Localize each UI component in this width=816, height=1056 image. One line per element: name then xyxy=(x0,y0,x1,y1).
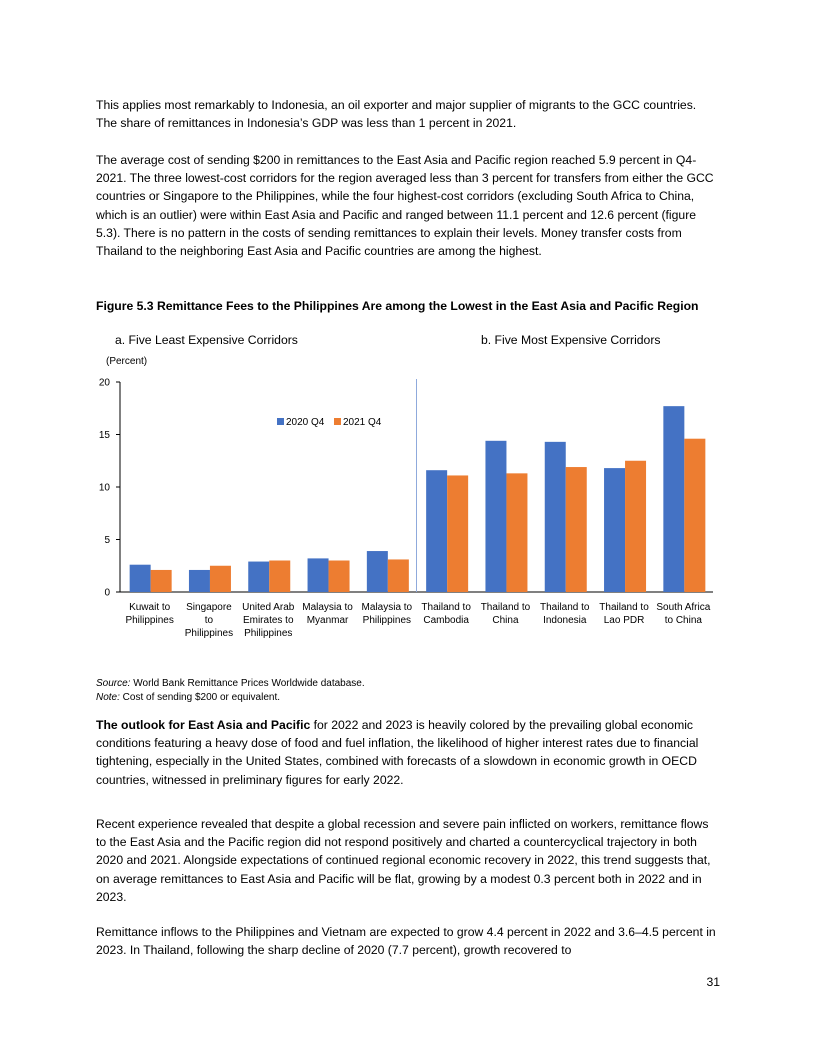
y-tick-label: 0 xyxy=(104,587,110,599)
note-line xyxy=(96,691,280,704)
bar-2020-q4 xyxy=(663,406,684,592)
bar-2021-q4 xyxy=(625,461,646,592)
bar-2021-q4 xyxy=(151,570,172,592)
category-label: Emirates to xyxy=(242,615,294,626)
source-line xyxy=(96,677,365,690)
category-label: Malaysia to xyxy=(361,602,413,613)
legend-swatch xyxy=(277,418,284,425)
y-tick-label: 15 xyxy=(98,430,110,441)
category-label: Singapore xyxy=(186,602,232,613)
category-label: to China xyxy=(664,615,702,626)
outlook-rest: for 2022 and 2023 is heavily colored by the prevailing global economic conditions featuring a heavy dose of food and fuel inflation, the likelihood of higher interest rates due to financial tightening, especially in the United States, combined with forecasts of a slowdown in economic growth in OECD countries, witnessed in preliminary figures for early 2022. xyxy=(96,718,699,787)
bar-2021-q4 xyxy=(684,439,705,592)
source-label: Source: xyxy=(96,678,131,689)
category-label: Lao PDR xyxy=(603,615,645,626)
y-axis-label: (Percent) xyxy=(106,356,148,367)
page-number: 31 xyxy=(706,975,720,989)
panel-b-label: b. Five Most Expensive Corridors xyxy=(481,333,661,347)
legend-label: 2021 Q4 xyxy=(343,417,382,428)
category-label: Philippines xyxy=(125,615,174,626)
bar-2021-q4 xyxy=(388,559,409,592)
paragraph-inflows: Remittance inflows to the Philippines and Vietnam are expected to grow 4.4 percent in 2022 and 3.6–4.5 percent in 2023. In Thailand, following the sharp decline of 2020 (7.7 percent), growth recovered to xyxy=(96,925,716,958)
bar-2021-q4 xyxy=(506,473,527,592)
bar-2021-q4 xyxy=(447,475,468,592)
paragraph-outlook xyxy=(96,716,720,789)
y-tick-label: 20 xyxy=(98,377,110,389)
bar-2020-q4 xyxy=(189,570,210,592)
category-label: Myanmar xyxy=(306,615,349,626)
category-label: Philippines xyxy=(184,628,234,639)
paragraph-recent-experience: Recent experience revealed that despite a global recession and severe pain inflicted on workers, remittance flows to the East Asia and the Pacific region did not respond positively and charted a countercyclical trajectory in both 2020 and 2021. Alongside expectations of continued regional economic recovery in 2022, this trend suggests that, on average remittances to East Asia and Pacific will be flat, growing by a modest 0.3 percent both in 2022 and in 2023. xyxy=(96,817,711,904)
category-label: China xyxy=(492,615,519,626)
bar-2021-q4 xyxy=(329,561,350,593)
note-text: Cost of sending $200 or equivalent. xyxy=(119,692,281,703)
category-label: to xyxy=(204,615,214,626)
bar-2020-q4 xyxy=(248,562,269,592)
figure-title: Figure 5.3 Remittance Fees to the Philippines Are among the Lowest in the East Asia and Pacific Region xyxy=(96,299,699,313)
category-label: Cambodia xyxy=(423,615,469,626)
category-label: Philippines xyxy=(244,628,293,639)
y-tick-label: 5 xyxy=(104,535,110,546)
paragraph-indonesia: This applies most remarkably to Indonesia, an oil exporter and major supplier of migrants to the GCC countries. The share of remittances in Indonesia’s GDP was less than 1 percent in 2021. xyxy=(96,98,697,131)
category-label: Philippines xyxy=(362,615,412,626)
bar-2020-q4 xyxy=(604,468,625,592)
bar-2021-q4 xyxy=(269,561,290,593)
category-label: Thailand to xyxy=(421,602,471,613)
category-label: United Arab xyxy=(242,602,295,613)
category-label: Indonesia xyxy=(543,615,587,626)
y-tick-label: 10 xyxy=(98,482,110,494)
remittance-fees-chart xyxy=(96,350,720,650)
category-label: Thailand to xyxy=(540,602,590,613)
outlook-lead: The outlook for East Asia and Pacific xyxy=(96,718,311,732)
category-label: Malaysia to xyxy=(302,602,353,613)
category-label: South Africa xyxy=(656,602,711,613)
paragraph-average-cost: The average cost of sending $200 in remittances to the East Asia and Pacific region reached 5.9 percent in Q4-2021. The three lowest-cost corridors for the region averaged less than 3 percent for transfers from either the GCC countries or Singapore to the Philippines, while the four highest-cost corridors (excluding South Africa to China, which is an outlier) were within East Asia and Pacific and ranged between 11.1 percent and 12.6 percent (figure 5.3). There is no pattern in the costs of sending remittances to explain their levels. Money transfer costs from Thailand to the neighboring East Asia and Pacific countries are among the highest. xyxy=(96,153,714,259)
category-label: Kuwait to xyxy=(129,602,171,613)
legend-swatch xyxy=(334,418,341,425)
bar-2020-q4 xyxy=(485,441,506,592)
bar-2020-q4 xyxy=(367,551,388,592)
category-label: Thailand to xyxy=(480,602,531,613)
bar-2020-q4 xyxy=(545,442,566,592)
bar-2020-q4 xyxy=(426,470,447,592)
note-label: Note: xyxy=(96,692,120,703)
bar-2021-q4 xyxy=(566,467,587,592)
source-text: World Bank Remittance Prices Worldwide database. xyxy=(130,678,365,689)
bar-2020-q4 xyxy=(130,565,151,592)
category-label: Thailand to xyxy=(599,602,649,613)
bar-2021-q4 xyxy=(210,566,231,592)
bar-2020-q4 xyxy=(308,558,329,592)
panel-a-label: a. Five Least Expensive Corridors xyxy=(115,333,298,347)
legend-label: 2020 Q4 xyxy=(286,417,325,428)
